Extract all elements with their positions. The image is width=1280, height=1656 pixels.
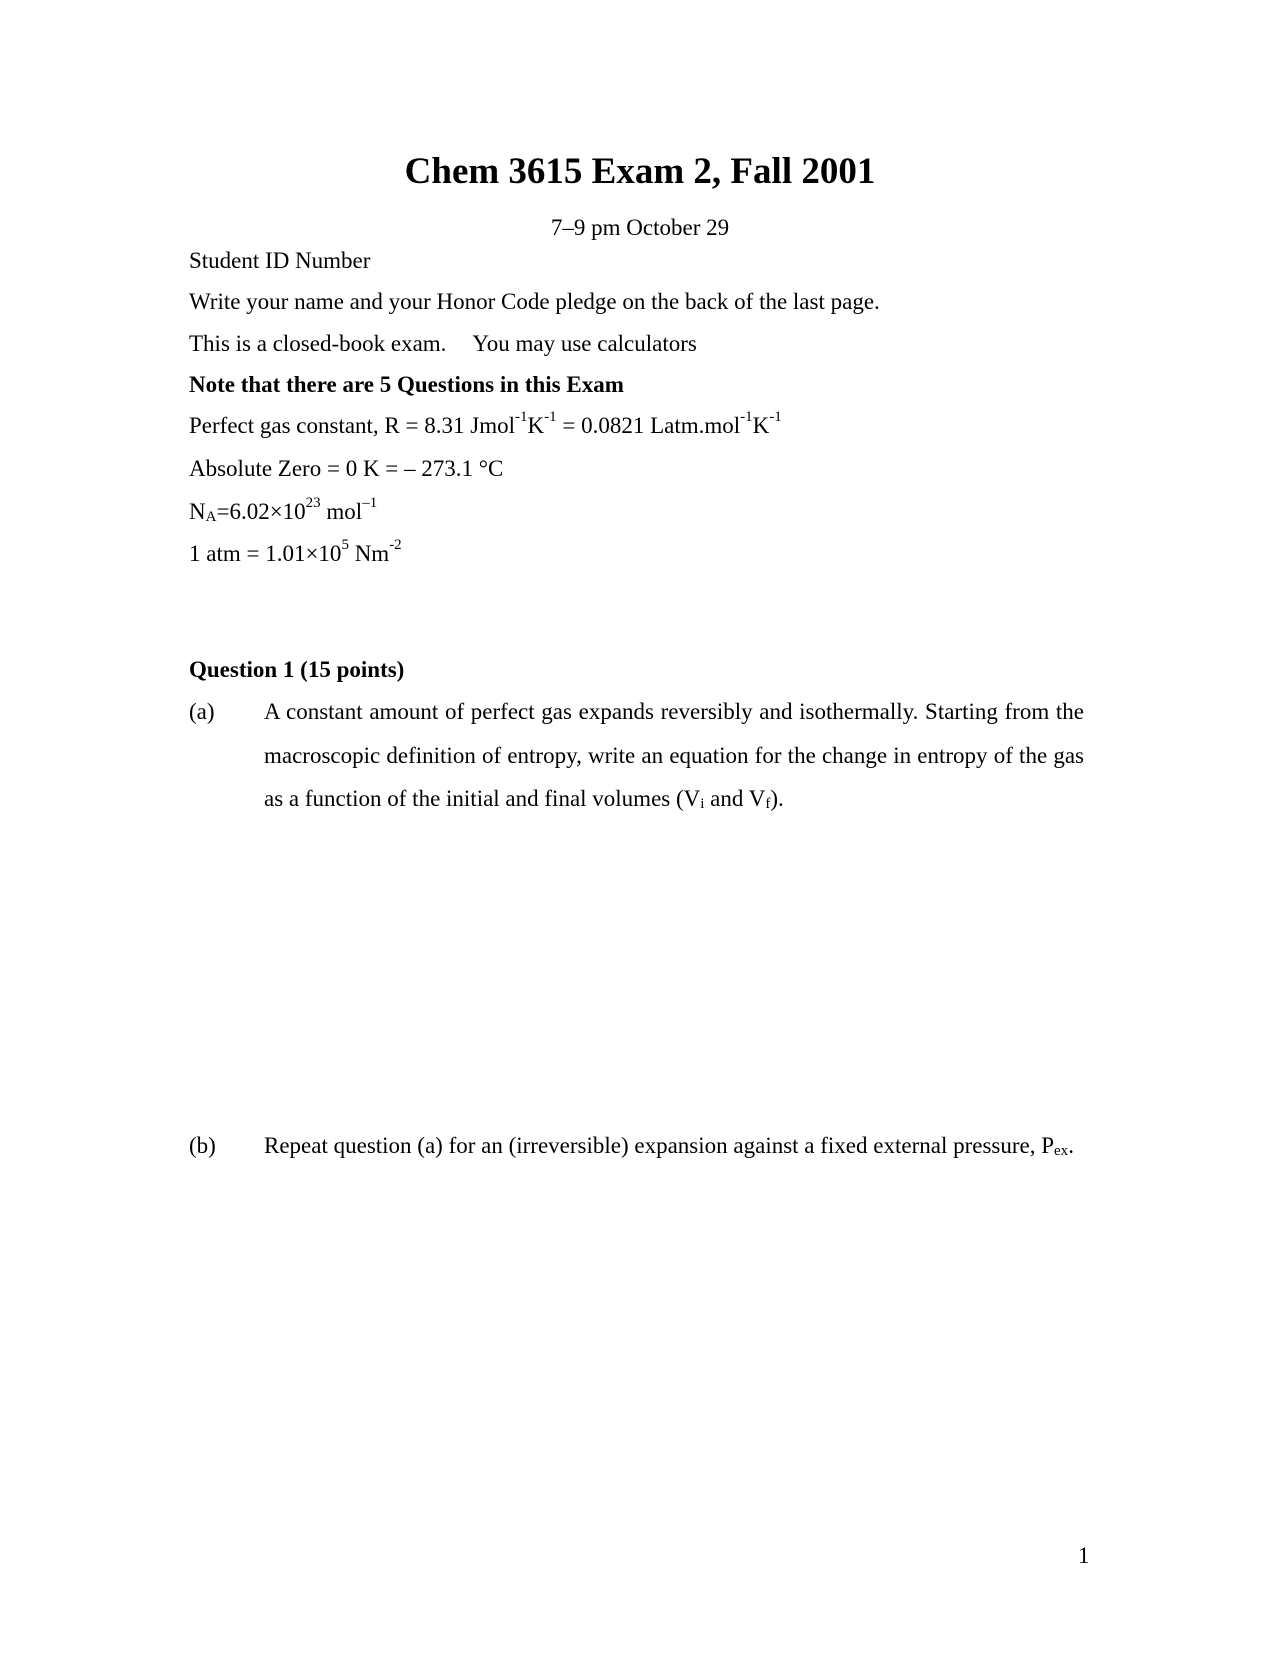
part-a-label: (a) xyxy=(189,699,215,724)
exam-rules xyxy=(189,330,697,358)
avogadro-constant: $N_A=6.02\times 10^{23}$ mol$^{-1}$ xyxy=(189,495,378,525)
part-a-text: A constant amount of perfect gas expands reversibly and isothermally. Starting from the macroscopic definition of entropy, write an equation for the change in entropy of the gas as a function of the initial and final volumes ($V_i$ and $V_f$). xyxy=(264,699,1084,812)
calculators-text: You may use calculators xyxy=(472,331,697,356)
question-count-note: Note that there are 5 Questions in this Exam xyxy=(189,372,624,397)
closed-book-text: This is a closed-book exam. xyxy=(189,331,447,356)
atm-conversion: 1 atm = $1.01\times 10^5$ $Nm^{-2}$ xyxy=(189,537,402,566)
question-1-heading: Question 1 (15 points) xyxy=(189,657,405,682)
exam-title: Chem 3615 Exam 2, Fall 2001 xyxy=(404,151,876,192)
student-id-label: Student ID Number xyxy=(189,248,371,273)
absolute-zero: Absolute Zero = 0 K = – 273.1 °C xyxy=(189,456,504,481)
exam-time: 7–9 pm October 29 xyxy=(550,215,730,240)
gas-constant: Perfect gas constant, R = 8.31 $Jmol^{-1}K^{-1} = 0.0821$ $Latm.mol^{-1}K^{-1}$ xyxy=(189,409,782,438)
part-b-label: (b) xyxy=(189,1133,216,1158)
page-number: 1 xyxy=(1078,1543,1090,1568)
honor-code-instruction: Write your name and your Honor Code pledge on the back of the last page. xyxy=(189,289,880,314)
part-b-text: Repeat question (a) for an (irreversible) expansion against a fixed external pressure, $P_{ex}$. xyxy=(264,1133,1074,1159)
